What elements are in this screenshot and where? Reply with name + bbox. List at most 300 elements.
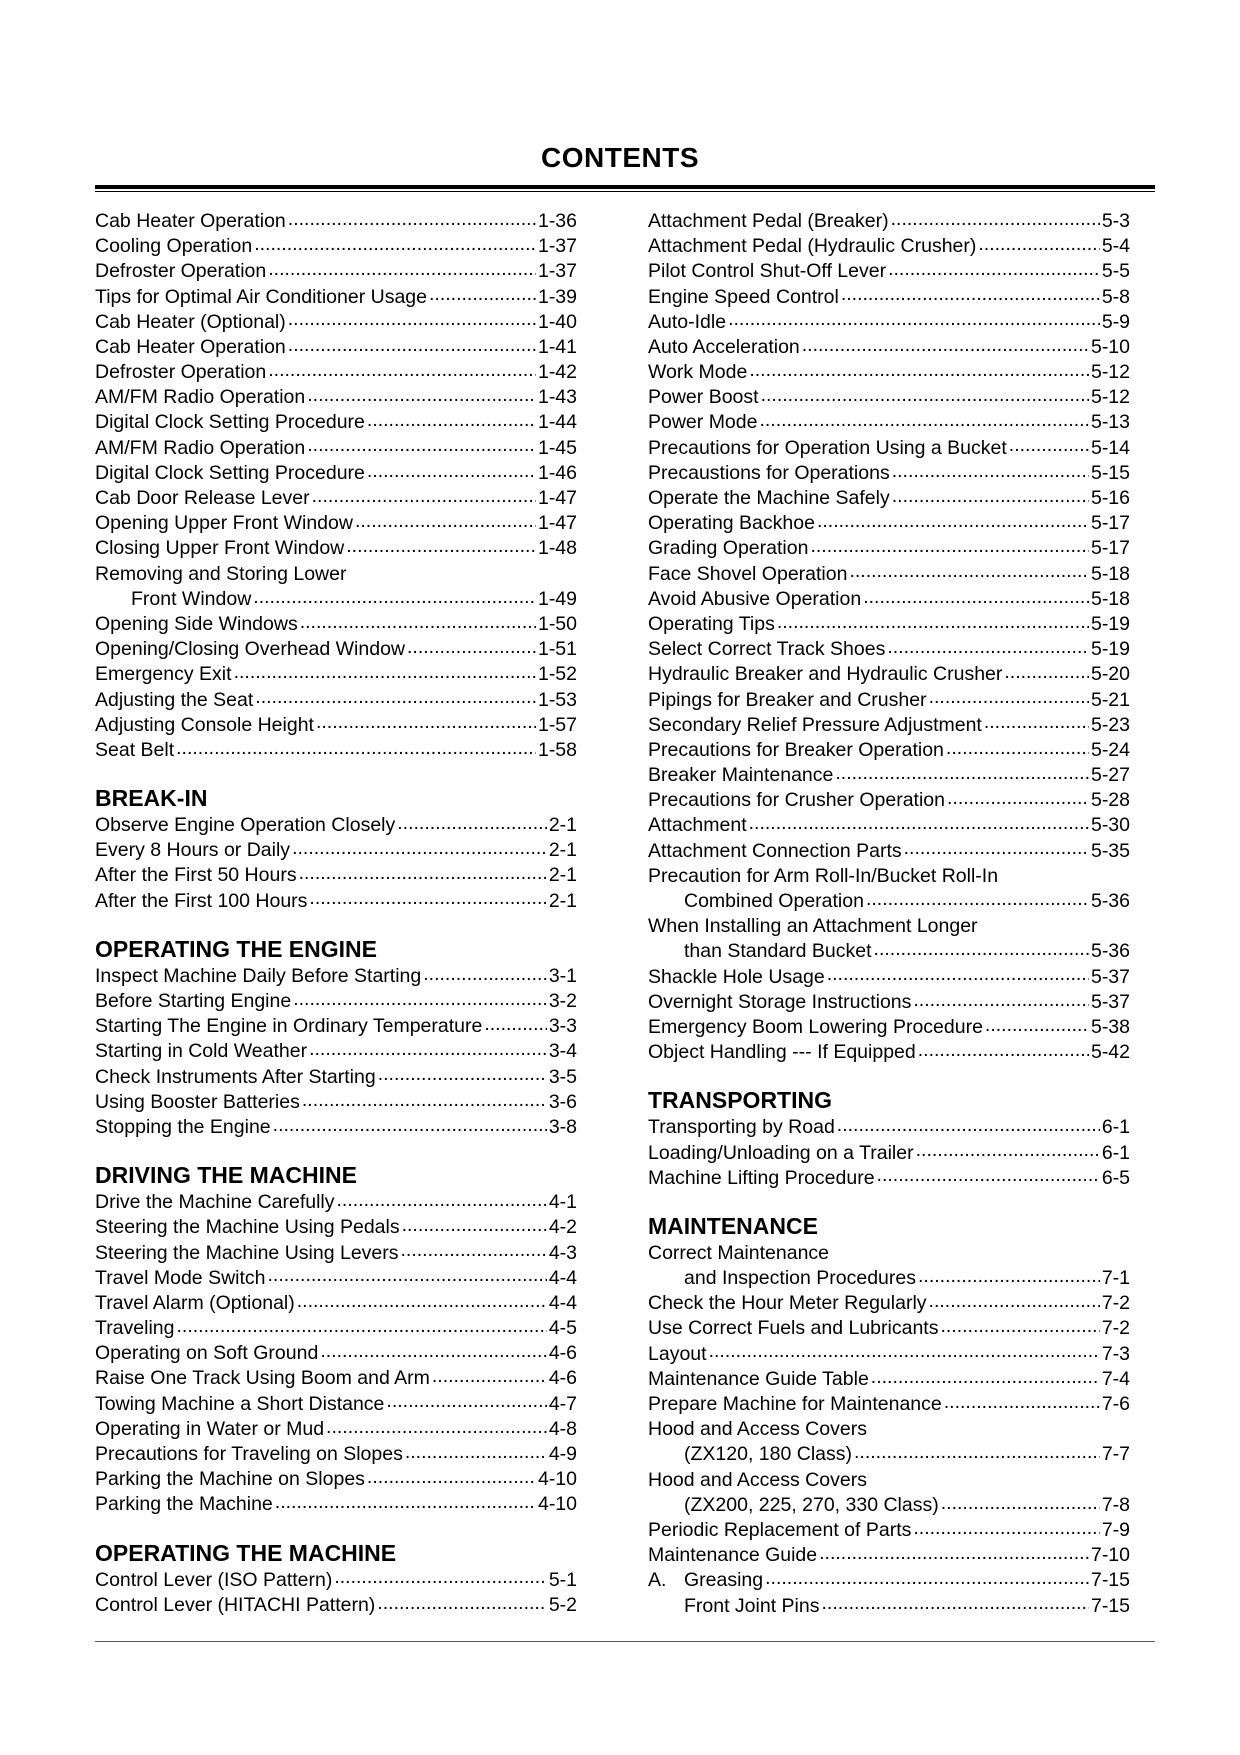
title-rule-thin: [95, 191, 1155, 192]
dot-leader: [407, 637, 536, 662]
toc-entry-title: Emergency Boom Lowering Procedure: [648, 1015, 983, 1038]
toc-entry[interactable]: [648, 1166, 1130, 1191]
toc-entry[interactable]: [95, 1291, 577, 1316]
toc-entry[interactable]: [648, 990, 1130, 1015]
toc-entry[interactable]: [95, 713, 577, 738]
toc-page-number: 7-8: [1101, 1493, 1130, 1516]
dot-leader: [309, 889, 546, 914]
toc-page-number: 5-8: [1101, 285, 1130, 308]
dot-leader: [176, 738, 536, 763]
toc-entry-title: Starting in Cold Weather: [95, 1040, 308, 1063]
toc-entry-title-line: Removing and Storing Lower: [95, 562, 347, 585]
toc-entry-title: Face Shovel Operation: [648, 562, 848, 585]
toc-entry[interactable]: [95, 1115, 577, 1140]
toc-page-number: 1-51: [537, 638, 577, 661]
toc-page-number: 6-1: [1101, 1141, 1130, 1164]
toc-entry[interactable]: [648, 1342, 1130, 1367]
dot-leader: [887, 637, 1089, 662]
dot-leader: [918, 1266, 1100, 1291]
toc-page-number: 5-23: [1090, 713, 1130, 736]
toc-page-number: 7-9: [1101, 1518, 1130, 1541]
toc-entry-title: Operate the Machine Safely: [648, 487, 890, 510]
toc-page-number: 2-1: [548, 864, 577, 887]
toc-entry[interactable]: [648, 234, 1130, 259]
toc-entry-title: Tips for Optimal Air Conditioner Usage: [95, 285, 427, 308]
toc-entry-title-line: When Installing an Attachment Longer: [648, 915, 978, 938]
dot-leader: [346, 536, 536, 561]
toc-entry[interactable]: [95, 612, 577, 637]
toc-entry-title: Travel Alarm (Optional): [95, 1291, 295, 1314]
toc-page-number: 4-1: [548, 1191, 577, 1214]
toc-page-number: 3-1: [548, 964, 577, 987]
toc-entry[interactable]: [95, 1190, 577, 1215]
toc-entry-title: Attachment Pedal (Hydraulic Crusher): [648, 235, 977, 258]
toc-entry[interactable]: [95, 1215, 577, 1240]
toc-entry-title: Transporting by Road: [648, 1116, 835, 1139]
toc-entry[interactable]: [95, 234, 577, 259]
dot-leader: [268, 259, 536, 284]
dot-leader: [709, 1342, 1100, 1367]
toc-entry[interactable]: [95, 385, 577, 410]
toc-entry[interactable]: [648, 360, 1130, 385]
toc-entry-title-line: Hood and Access Covers: [648, 1468, 867, 1491]
toc-entry-title: Travel Mode Switch: [95, 1266, 266, 1289]
toc-page-number: 5-37: [1090, 990, 1130, 1013]
toc-entry-title: Cab Heater (Optional): [95, 310, 286, 333]
dot-leader: [367, 461, 536, 486]
toc-entry[interactable]: [95, 838, 577, 863]
toc-entry-title: Precautions for Operation Using a Bucket: [648, 436, 1007, 459]
toc-entry[interactable]: [648, 486, 1130, 511]
toc-entry[interactable]: [95, 486, 577, 511]
toc-entry[interactable]: [648, 814, 1130, 839]
toc-page-number: 1-40: [537, 310, 577, 333]
dot-leader: [307, 436, 536, 461]
dot-leader: [386, 1392, 546, 1417]
toc-entry-title: Shackle Hole Usage: [648, 965, 825, 988]
toc-entry-title: AM/FM Radio Operation: [95, 386, 306, 409]
toc-entry[interactable]: [95, 360, 577, 385]
toc-entry[interactable]: [648, 662, 1130, 687]
toc-page-number: 5-35: [1090, 839, 1130, 862]
dot-leader: [837, 1115, 1100, 1140]
toc-entry-title: Front Window: [131, 587, 252, 610]
dot-leader: [918, 1040, 1089, 1065]
toc-entry[interactable]: [95, 1568, 577, 1593]
dot-leader: [401, 1241, 547, 1266]
toc-entry-title: Control Lever (ISO Pattern): [95, 1568, 333, 1591]
toc-entry-title: Parking the Machine: [95, 1493, 273, 1516]
toc-entry-title: Pilot Control Shut-Off Lever: [648, 260, 887, 283]
dot-leader: [288, 335, 536, 360]
page-title: CONTENTS: [541, 142, 699, 173]
toc-entry[interactable]: [648, 713, 1130, 738]
toc-entry[interactable]: [648, 536, 1130, 561]
toc-entry-title: Hydraulic Breaker and Hydraulic Crusher: [648, 663, 1003, 686]
toc-entry-title: (ZX200, 225, 270, 330 Class): [684, 1493, 939, 1516]
toc-page-number: 5-28: [1090, 789, 1130, 812]
dot-leader: [1009, 436, 1089, 461]
toc-entry[interactable]: [648, 1291, 1130, 1316]
toc-entry-title: Operating Tips: [648, 612, 775, 635]
toc-entry-title: Check the Hour Meter Regularly: [648, 1292, 927, 1315]
dot-leader: [320, 1341, 547, 1366]
toc-entry[interactable]: [95, 1014, 577, 1039]
toc-entry-title: Towing Machine a Short Distance: [95, 1392, 385, 1415]
dot-leader: [377, 1593, 547, 1618]
toc-entry-title: Check Instruments After Starting: [95, 1065, 376, 1088]
toc-entry-title: Cab Door Release Lever: [95, 487, 310, 510]
toc-entry[interactable]: [95, 662, 577, 687]
toc-entry-title: Pipings for Breaker and Crusher: [648, 688, 927, 711]
dot-leader: [941, 1493, 1100, 1518]
toc-page-number: 5-42: [1090, 1041, 1130, 1064]
toc-entry[interactable]: [95, 411, 577, 436]
dot-leader: [819, 1543, 1089, 1568]
toc-entry-title: (ZX120, 180 Class): [684, 1443, 852, 1466]
toc-entry[interactable]: [95, 209, 577, 234]
toc-page-number: 1-57: [537, 713, 577, 736]
toc-entry[interactable]: [95, 989, 577, 1014]
section-heading: TRANSPORTING: [648, 1087, 832, 1114]
toc-entry-title: Digital Clock Setting Procedure: [95, 411, 365, 434]
toc-page-number: 5-24: [1090, 738, 1130, 761]
dot-leader: [841, 285, 1100, 310]
dot-leader: [849, 562, 1089, 587]
toc-page-number: 4-4: [548, 1291, 577, 1314]
toc-entry[interactable]: [648, 411, 1130, 436]
toc-entry-title: Power Boost: [648, 386, 759, 409]
toc-entry[interactable]: [648, 587, 1130, 612]
toc-entry-title: Emergency Exit: [95, 663, 232, 686]
toc-entry[interactable]: [95, 1367, 577, 1392]
toc-entry[interactable]: [648, 1392, 1130, 1417]
toc-entry-title: Operating Backhoe: [648, 512, 815, 535]
toc-entry-title: After the First 100 Hours: [95, 889, 308, 912]
toc-entry[interactable]: [95, 259, 577, 284]
toc-entry-title: Select Correct Track Shoes: [648, 638, 886, 661]
toc-page-number: 5-5: [1101, 260, 1130, 283]
dot-leader: [892, 461, 1089, 486]
toc-entry-title: Precaustions for Operations: [648, 461, 890, 484]
dot-leader: [765, 1568, 1089, 1593]
toc-page-number: 5-17: [1090, 537, 1130, 560]
toc-entry[interactable]: [648, 511, 1130, 536]
toc-entry[interactable]: [648, 1040, 1130, 1065]
dot-leader: [254, 234, 536, 259]
toc-entry-title: Machine Lifting Procedure: [648, 1166, 875, 1189]
toc-entry[interactable]: [95, 461, 577, 486]
toc-page-number: 1-39: [537, 285, 577, 308]
toc-entry[interactable]: [648, 461, 1130, 486]
toc-entry[interactable]: [648, 436, 1130, 461]
toc-entry-title: Operating on Soft Ground: [95, 1342, 319, 1365]
toc-page-number: 5-20: [1090, 663, 1130, 686]
toc-page-number: 5-4: [1101, 235, 1130, 258]
toc-entry-title: Work Mode: [648, 361, 748, 384]
toc-entry[interactable]: [95, 335, 577, 360]
dot-leader: [334, 1568, 546, 1593]
dot-leader: [397, 813, 547, 838]
dot-leader: [326, 1417, 547, 1442]
toc-entry[interactable]: [648, 1141, 1130, 1166]
toc-entry-title: Defroster Operation: [95, 260, 267, 283]
dot-leader: [484, 1014, 546, 1039]
toc-page-number: 7-10: [1090, 1544, 1130, 1567]
toc-page-number: 1-47: [537, 512, 577, 535]
toc-entry[interactable]: [95, 864, 577, 889]
toc-page-number: 3-2: [548, 990, 577, 1013]
toc-entry-title: Every 8 Hours or Daily: [95, 839, 291, 862]
toc-entry[interactable]: [648, 637, 1130, 662]
toc-entry[interactable]: [95, 688, 577, 713]
dot-leader: [947, 788, 1089, 813]
toc-entry[interactable]: [648, 1367, 1130, 1392]
toc-entry-title: Starting The Engine in Ordinary Temperature: [95, 1015, 483, 1038]
dot-leader: [273, 1115, 547, 1140]
toc-entry-title: Parking the Machine on Slopes: [95, 1468, 365, 1491]
section-heading: BREAK-IN: [95, 785, 208, 812]
dot-leader: [309, 1039, 547, 1064]
dot-leader: [916, 1141, 1100, 1166]
toc-entry-title: Digital Clock Setting Procedure: [95, 461, 365, 484]
toc-entry-title: Adjusting Console Height: [95, 713, 314, 736]
dot-leader: [802, 335, 1089, 360]
dot-leader: [302, 1090, 547, 1115]
toc-page-number: 6-5: [1101, 1166, 1130, 1189]
toc-page-number: 5-36: [1090, 940, 1130, 963]
toc-page-number: 7-15: [1090, 1569, 1130, 1592]
dot-leader: [913, 990, 1089, 1015]
toc-page-number: 5-1: [548, 1568, 577, 1591]
toc-page-number: 4-9: [548, 1443, 577, 1466]
dot-leader: [288, 310, 536, 335]
toc-entry[interactable]: [95, 587, 577, 612]
toc-entry[interactable]: [95, 1492, 577, 1517]
toc-entry[interactable]: [95, 1392, 577, 1417]
toc-entry-title-line: Precaution for Arm Roll-In/Bucket Roll-In: [648, 864, 999, 887]
toc-entry-title: Stopping the Engine: [95, 1115, 271, 1138]
dot-leader: [866, 889, 1089, 914]
toc-entry[interactable]: [95, 637, 577, 662]
toc-page-number: 1-36: [537, 209, 577, 232]
toc-entry[interactable]: [648, 1317, 1130, 1342]
toc-entry[interactable]: [648, 1568, 1130, 1593]
toc-entry[interactable]: [648, 209, 1130, 234]
dot-leader: [378, 1065, 547, 1090]
toc-page-number: 5-10: [1090, 335, 1130, 358]
toc-page-number: 5-2: [548, 1593, 577, 1616]
toc-page-number: 4-4: [548, 1266, 577, 1289]
toc-right-column: [648, 209, 1130, 1619]
toc-page-number: 5-30: [1090, 814, 1130, 837]
toc-entry[interactable]: [95, 1341, 577, 1366]
toc-entry-title: Front Joint Pins: [684, 1594, 820, 1617]
toc-entry-title: AM/FM Radio Operation: [95, 436, 306, 459]
dot-leader: [892, 486, 1089, 511]
toc-entry[interactable]: [95, 1593, 577, 1618]
toc-page-number: 1-37: [537, 235, 577, 258]
dot-leader: [877, 1166, 1100, 1191]
toc-entry[interactable]: [95, 964, 577, 989]
dot-leader: [405, 1442, 547, 1467]
toc-entry[interactable]: [648, 1594, 1130, 1619]
toc-entry[interactable]: [648, 259, 1130, 284]
toc-page-number: 7-2: [1101, 1317, 1130, 1340]
toc-entry[interactable]: [648, 1266, 1130, 1291]
dot-leader: [293, 989, 547, 1014]
toc-entry[interactable]: [95, 889, 577, 914]
dot-leader: [253, 587, 536, 612]
toc-entry-title: Control Lever (HITACHI Pattern): [95, 1593, 376, 1616]
toc-page-number: 4-2: [548, 1216, 577, 1239]
toc-page-number: 5-12: [1090, 361, 1130, 384]
toc-entry[interactable]: [648, 1543, 1130, 1568]
toc-page-number: 7-15: [1090, 1594, 1130, 1617]
toc-entry[interactable]: [95, 310, 577, 335]
toc-entry[interactable]: [95, 285, 577, 310]
dot-leader: [234, 662, 536, 687]
toc-entry[interactable]: [95, 1467, 577, 1492]
dot-leader: [940, 1317, 1099, 1342]
toc-entry[interactable]: [648, 763, 1130, 788]
toc-page-number: 7-2: [1101, 1292, 1130, 1315]
dot-leader: [944, 1392, 1100, 1417]
dot-leader: [367, 411, 536, 436]
dot-leader: [423, 964, 547, 989]
toc-page-number: 3-6: [548, 1090, 577, 1113]
toc-page-number: 5-14: [1090, 436, 1130, 459]
toc-entry[interactable]: [648, 889, 1130, 914]
section-heading: MAINTENANCE: [648, 1212, 818, 1239]
toc-entry[interactable]: [648, 1442, 1130, 1467]
dot-leader: [929, 688, 1089, 713]
toc-entry-title: Opening/Closing Overhead Window: [95, 638, 406, 661]
toc-entry-title: Maintenance Guide: [648, 1544, 818, 1567]
toc-page-number: 1-43: [537, 386, 577, 409]
toc-entry[interactable]: [648, 310, 1130, 335]
toc-entry[interactable]: [95, 1266, 577, 1291]
toc-page-number: 2-1: [548, 814, 577, 837]
toc-entry-title: Maintenance Guide Table: [648, 1367, 869, 1390]
toc-page-number: 5-17: [1090, 512, 1130, 535]
toc-entry[interactable]: [648, 1518, 1130, 1543]
toc-entry-title: Layout: [648, 1342, 707, 1365]
toc-entry[interactable]: [648, 562, 1130, 587]
section-heading: DRIVING THE MACHINE: [95, 1162, 357, 1189]
toc-left-column: [95, 209, 577, 1618]
toc-page-number: 1-47: [537, 487, 577, 510]
toc-entry[interactable]: [648, 1015, 1130, 1040]
dot-leader: [299, 864, 547, 889]
dot-leader: [827, 965, 1089, 990]
toc-page-number: 5-36: [1090, 890, 1130, 913]
dot-leader: [929, 1291, 1100, 1316]
toc-entry-title: Drive the Machine Carefully: [95, 1191, 335, 1214]
dot-leader: [297, 1291, 547, 1316]
toc-page-number: 1-44: [537, 411, 577, 434]
toc-entry[interactable]: [648, 1493, 1130, 1518]
toc-entry-title-line: Correct Maintenance: [648, 1241, 830, 1264]
toc-entry-title: Seat Belt: [95, 738, 175, 761]
toc-page-number: 1-52: [537, 663, 577, 686]
toc-entry[interactable]: [95, 813, 577, 838]
toc-entry-title: Opening Side Windows: [95, 612, 298, 635]
dot-leader: [402, 1215, 547, 1240]
toc-entry-title: Loading/Unloading on a Trailer: [648, 1141, 914, 1164]
dot-leader: [268, 360, 536, 385]
toc-entry[interactable]: [648, 385, 1130, 410]
toc-page-number: 5-19: [1090, 612, 1130, 635]
toc-entry-title: Attachment Pedal (Breaker): [648, 209, 889, 232]
toc-entry[interactable]: [648, 839, 1130, 864]
toc-page-number: 7-3: [1101, 1342, 1130, 1365]
toc-page-number: 1-49: [537, 587, 577, 610]
footer-rule: [95, 1641, 1155, 1642]
toc-entry[interactable]: [95, 511, 577, 536]
toc-entry[interactable]: [95, 1090, 577, 1115]
toc-entry[interactable]: [648, 335, 1130, 360]
toc-entry-title: Steering the Machine Using Levers: [95, 1241, 399, 1264]
dot-leader: [255, 688, 536, 713]
toc-entry[interactable]: [95, 1241, 577, 1266]
toc-page-number: 7-6: [1101, 1393, 1130, 1416]
toc-entry[interactable]: [95, 738, 577, 763]
toc-entry-title: Before Starting Engine: [95, 990, 292, 1013]
dot-leader: [904, 839, 1089, 864]
toc-entry[interactable]: [95, 1442, 577, 1467]
toc-entry[interactable]: [95, 1417, 577, 1442]
dot-leader: [288, 209, 536, 234]
toc-page-number: 5-19: [1090, 638, 1130, 661]
toc-entry-title: Attachment: [648, 814, 747, 837]
toc-entry[interactable]: [95, 436, 577, 461]
toc-entry[interactable]: [648, 738, 1130, 763]
toc-page-number: 1-37: [537, 260, 577, 283]
toc-entry-title: Cab Heater Operation: [95, 209, 286, 232]
toc-page-number: 1-46: [537, 461, 577, 484]
dot-leader: [268, 1266, 547, 1291]
toc-page-number: 4-10: [537, 1493, 577, 1516]
toc-entry[interactable]: [648, 965, 1130, 990]
dot-leader: [888, 259, 1100, 284]
toc-entry[interactable]: [648, 688, 1130, 713]
toc-entry[interactable]: [95, 536, 577, 561]
toc-entry[interactable]: [95, 1316, 577, 1341]
toc-entry[interactable]: [648, 285, 1130, 310]
toc-entry[interactable]: [95, 1065, 577, 1090]
toc-entry-title: Combined Operation: [684, 890, 864, 913]
toc-entry-title: Opening Upper Front Window: [95, 512, 353, 535]
dot-leader: [874, 939, 1089, 964]
toc-entry[interactable]: [648, 612, 1130, 637]
toc-page-number: 4-6: [548, 1367, 577, 1390]
toc-page-number: 1-45: [537, 436, 577, 459]
toc-page-number: 5-18: [1090, 562, 1130, 585]
toc-entry[interactable]: [648, 1115, 1130, 1140]
toc-entry[interactable]: [648, 788, 1130, 813]
toc-entry-title: Auto Acceleration: [648, 335, 800, 358]
dot-leader: [810, 536, 1089, 561]
dot-leader: [777, 612, 1089, 637]
toc-entry-title: Use Correct Fuels and Lubricants: [648, 1317, 939, 1340]
toc-entry-title: Grading Operation: [648, 537, 809, 560]
toc-entry[interactable]: [95, 1039, 577, 1064]
toc-entry-title: Periodic Replacement of Parts: [648, 1518, 912, 1541]
dot-leader: [749, 814, 1089, 839]
toc-entry[interactable]: [648, 939, 1130, 964]
toc-entry-title: Precautions for Breaker Operation: [648, 738, 944, 761]
